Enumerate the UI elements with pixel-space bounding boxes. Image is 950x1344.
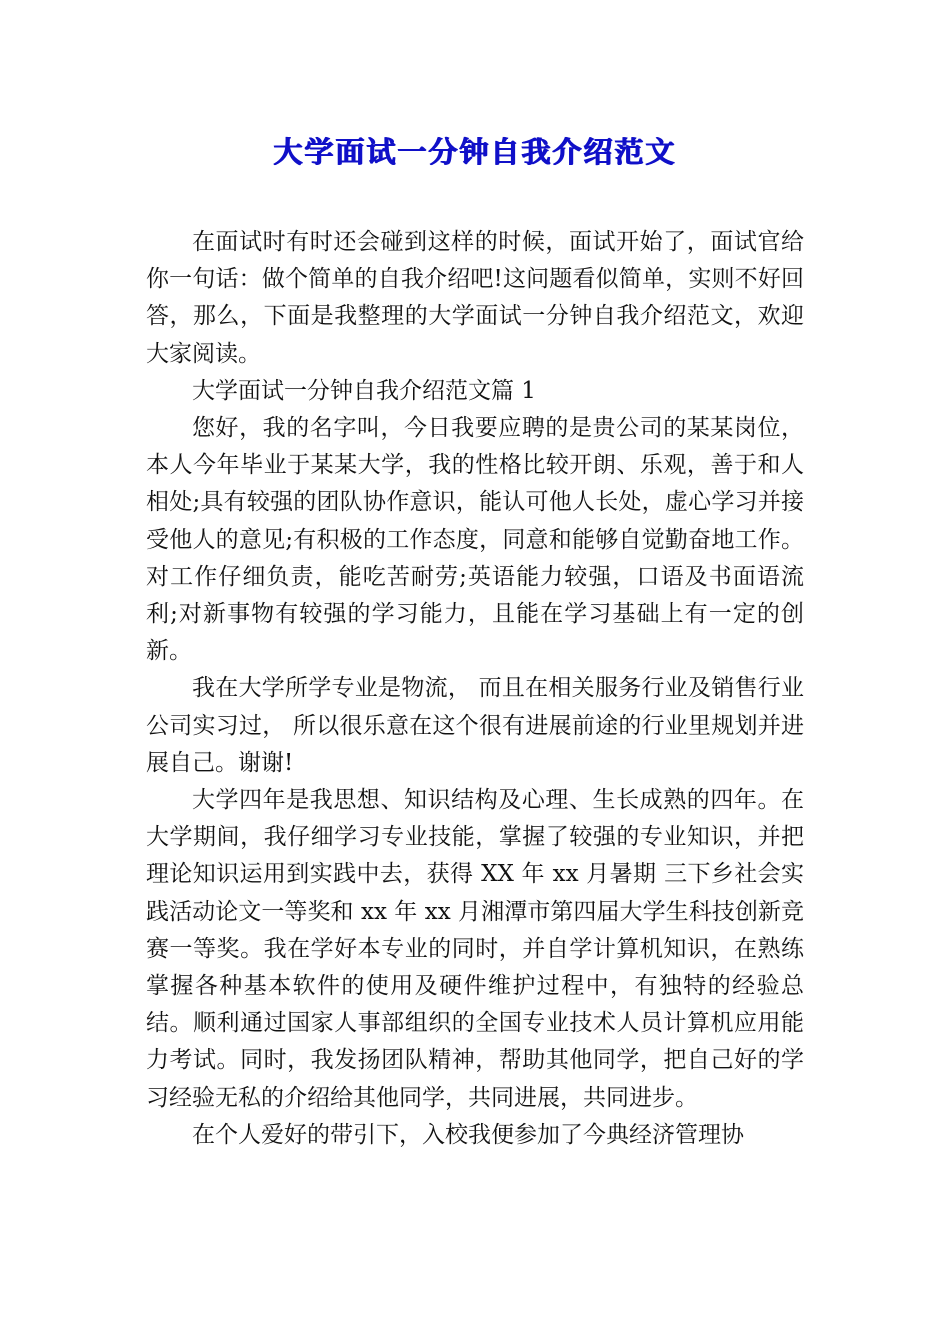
- section-heading: 大学面试一分钟自我介绍范文篇 1: [192, 377, 536, 404]
- body-paragraph: 在个人爱好的带引下，入校我便参加了今典经济管理协: [192, 1121, 744, 1148]
- intro-paragraph: 在面试时有时还会碰到这样的时候，面试开始了，面试官给你一句话：做个简单的自我介绍吧!这问题看似简单，实则不好回答，那么，下面是我整理的大学面试一分钟自我介绍范文，欢迎大家阅读。: [146, 229, 804, 367]
- body-paragraph: 您好，我的名字叫，今日我要应聘的是贵公司的某某岗位，本人今年毕业于某某大学，我的性格比较开朗、乐观，善于和人相处;具有较强的团队协作意识，能认可他人长处，虚心学习并接受他人的意见;有积极的工作态度，同意和能够自觉勤奋地工作。对工作仔细负责，能吃苦耐劳;英语能力较强，口语及书面语流利;对新事物有较强的学习能力，且能在学习基础上有一定的创新。: [146, 415, 804, 665]
- document-body: [146, 224, 804, 1154]
- body-paragraph: 大学四年是我思想、知识结构及心理、生长成熟的四年。在大学期间，我仔细学习专业技能，掌握了较强的专业知识，并把理论知识运用到实践中去，获得 XX 年 xx 月暑期 三下乡社会实践活动论文一等奖和 xx 年 xx 月湘潭市第四届大学生科技创新竞赛一等奖。我在学好本专业的同时，并自学计算机知识，在熟练掌握各种基本软件的使用及硬件维护过程中，有独特的经验总结。顺利通过国家人事部组织的全国专业技术人员计算机应用能力考试。同时，我发扬团队精神，帮助其他同学，把自己好的学习经验无私的介绍给其他同学，共同进展，共同进步。: [146, 787, 804, 1111]
- body-paragraph: 我在大学所学专业是物流， 而且在相关服务行业及销售行业公司实习过， 所以很乐意在这个很有进展前途的行业里规划并进展自己。谢谢!: [146, 675, 804, 776]
- document-title: 大学面试一分钟自我介绍范文: [273, 135, 677, 169]
